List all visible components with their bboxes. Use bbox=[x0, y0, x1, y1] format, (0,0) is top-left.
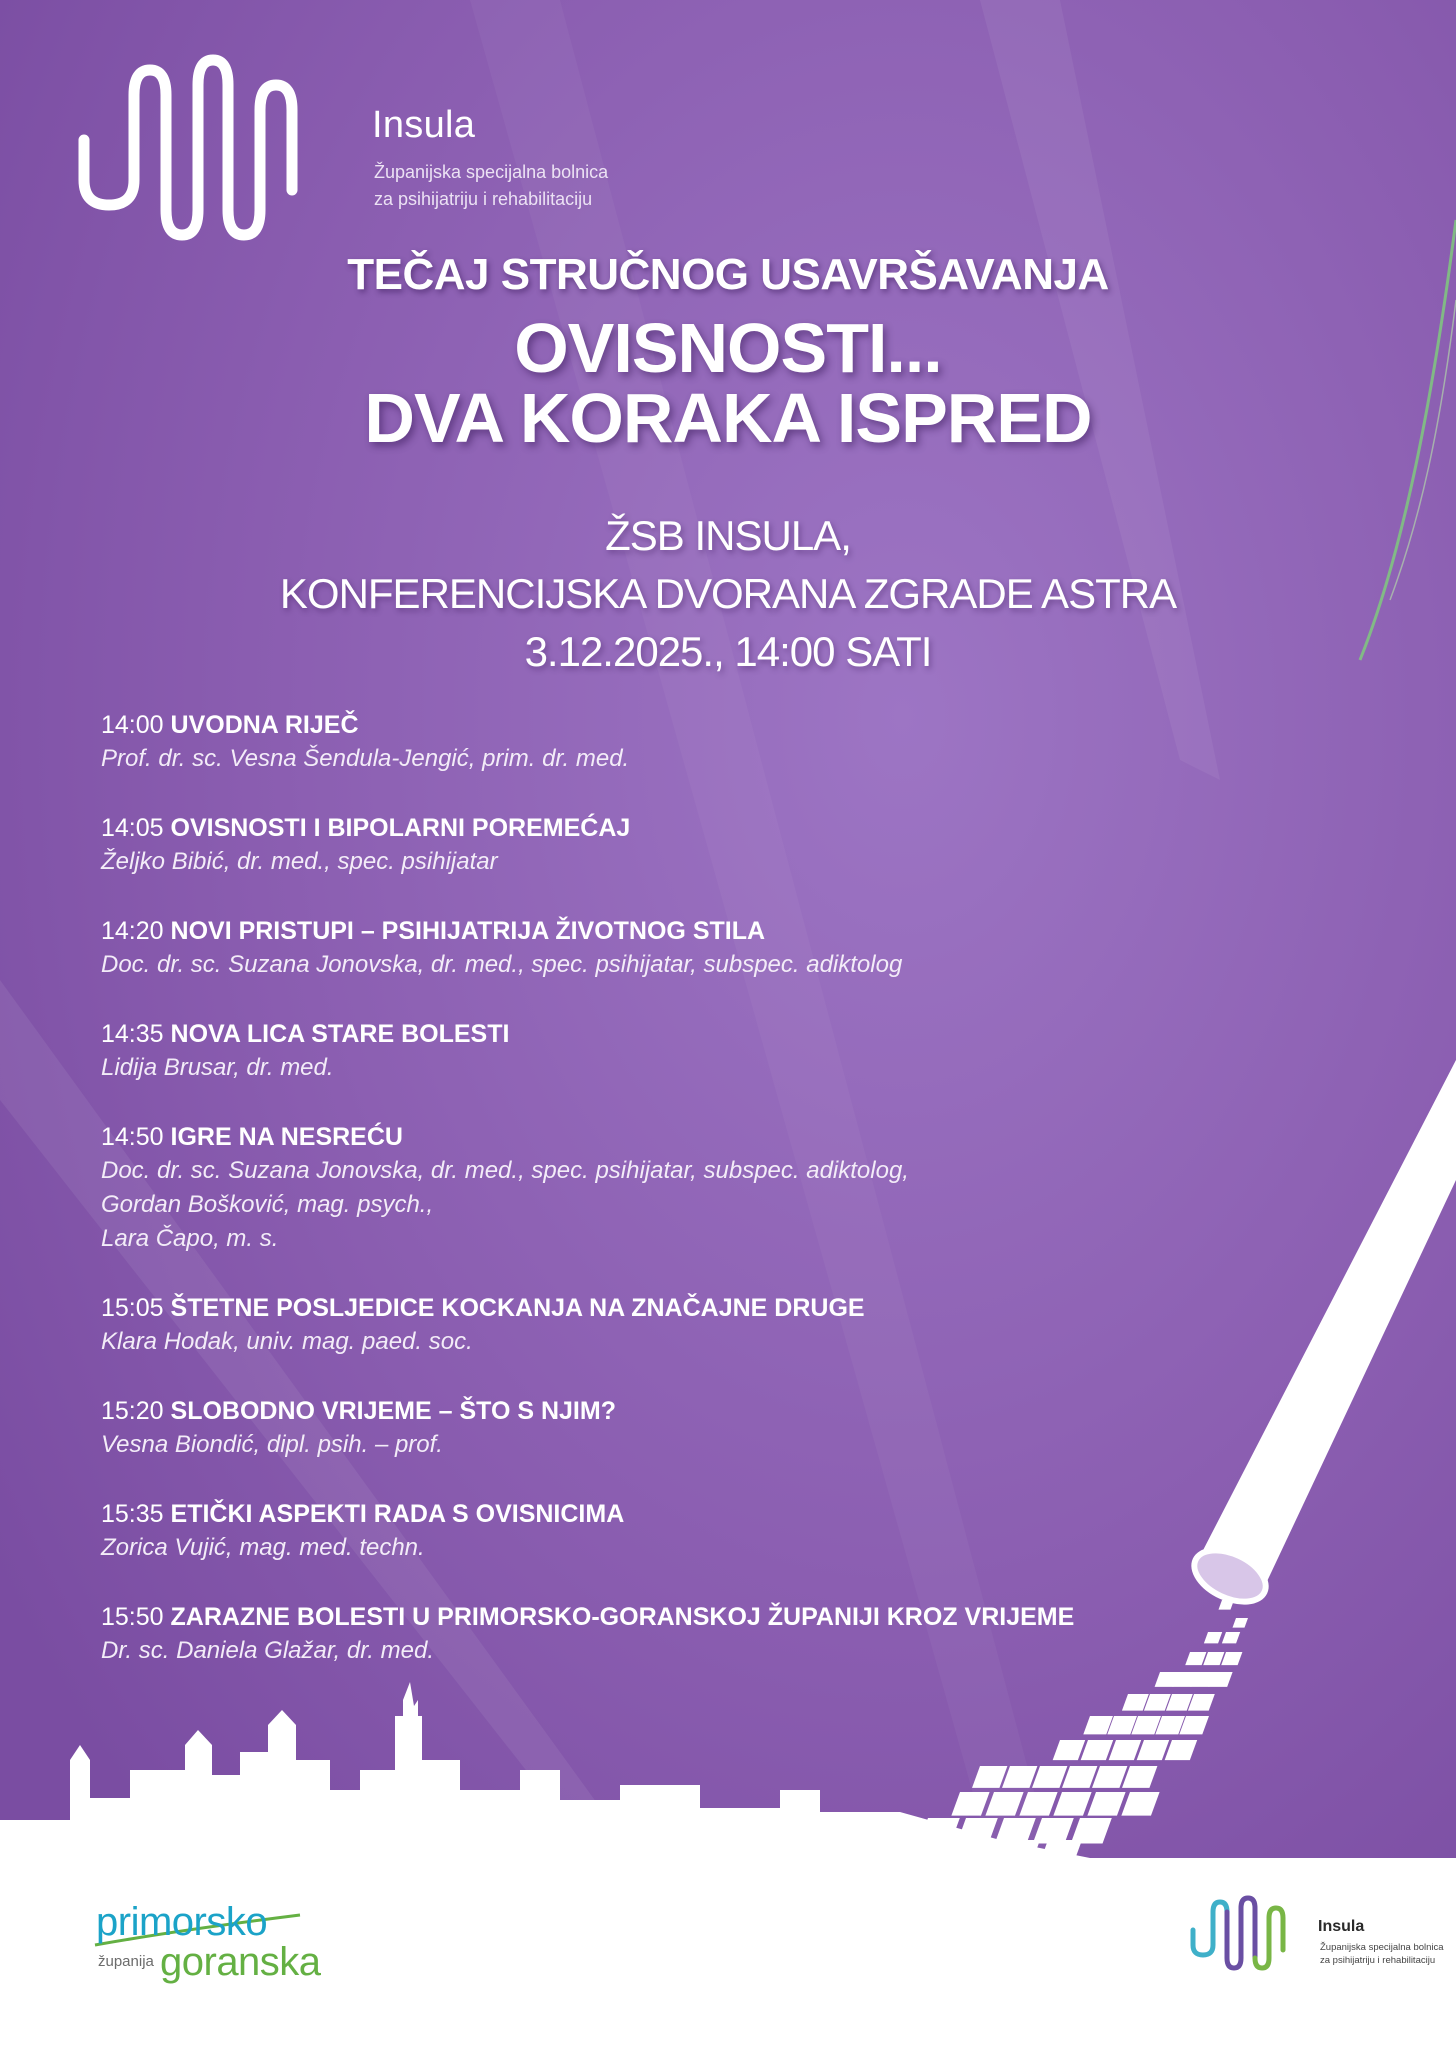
program-item-speaker: Lara Čapo, m. s. bbox=[101, 1225, 279, 1252]
program-item-speaker: Prof. dr. sc. Vesna Šendula-Jengić, prim. dr. med. bbox=[101, 745, 630, 772]
program-item-speaker: Lidija Brusar, dr. med. bbox=[101, 1054, 334, 1081]
program-item-heading bbox=[101, 811, 1201, 845]
program-item-time: 14:50 bbox=[101, 1123, 164, 1151]
program-item-heading bbox=[101, 914, 1201, 948]
footer-org-subtitle: Županijska specijalna bolnica bbox=[1320, 1942, 1444, 1953]
venue-hall: KONFERENCIJSKA DVORANA ZGRADE ASTRA bbox=[279, 570, 1177, 617]
program-item-time: 15:35 bbox=[101, 1500, 164, 1528]
main-title: DVA KORAKA ISPRED bbox=[364, 379, 1092, 457]
program-item-heading bbox=[101, 1017, 1201, 1051]
program-item-speaker: Željko Bibić, dr. med., spec. psihijatar bbox=[101, 848, 498, 875]
program-item-heading bbox=[101, 1394, 1201, 1428]
program-item-title: UVODNA RIJEČ bbox=[170, 711, 359, 739]
program-item-time: 15:20 bbox=[101, 1397, 164, 1425]
program-item-time: 14:35 bbox=[101, 1020, 164, 1048]
program-item-title: ETIČKI ASPEKTI RADA S OVISNICIMA bbox=[170, 1500, 625, 1528]
header-org-subtitle: za psihijatriju i rehabilitaciju bbox=[374, 189, 593, 209]
program-item-speaker: Klara Hodak, univ. mag. paed. soc. bbox=[101, 1328, 473, 1355]
program-item-heading bbox=[101, 1600, 1201, 1634]
county-logo-label: županija bbox=[98, 1953, 154, 1970]
program-item-time: 15:05 bbox=[101, 1294, 164, 1322]
program-item-speaker: Gordan Bošković, mag. psych., bbox=[101, 1191, 434, 1218]
program-item bbox=[101, 1017, 1201, 1085]
program-item bbox=[101, 1497, 1201, 1565]
program-item-heading bbox=[101, 1497, 1201, 1531]
event-date-time: 3.12.2025., 14:00 SATI bbox=[524, 628, 932, 675]
program-item-title: ZARAZNE BOLESTI U PRIMORSKO-GORANSKOJ ŽUPANIJI KROZ VRIJEME bbox=[170, 1603, 1075, 1631]
program-item bbox=[101, 1394, 1201, 1462]
program-item-title: IGRE NA NESREĆU bbox=[170, 1123, 403, 1151]
program-item-time: 15:50 bbox=[101, 1603, 164, 1631]
program-item bbox=[101, 914, 1201, 982]
program-item-time: 14:00 bbox=[101, 711, 164, 739]
footer-org-subtitle: za psihijatriju i rehabilitaciju bbox=[1320, 1955, 1436, 1966]
program-item bbox=[101, 1600, 1201, 1668]
program-item bbox=[101, 1291, 1201, 1359]
program-item-time: 14:20 bbox=[101, 917, 164, 945]
course-kicker-title: TEČAJ STRUČNOG USAVRŠAVANJA bbox=[347, 250, 1109, 299]
program-item bbox=[101, 708, 1201, 776]
header-org-subtitle: Županijska specijalna bolnica bbox=[374, 162, 609, 182]
header-org-name: Insula bbox=[372, 104, 476, 146]
main-title: OVISNOSTI... bbox=[514, 309, 942, 387]
program-item-title: ŠTETNE POSLJEDICE KOCKANJA NA ZNAČAJNE DRUGE bbox=[170, 1294, 865, 1322]
program-item-speaker: Dr. sc. Daniela Glažar, dr. med. bbox=[101, 1637, 434, 1664]
program-item-speaker: Doc. dr. sc. Suzana Jonovska, dr. med., spec. psihijatar, subspec. adiktolog bbox=[101, 951, 903, 978]
program-item-heading bbox=[101, 1291, 1201, 1325]
program-item-speaker: Vesna Biondić, dipl. psih. – prof. bbox=[101, 1431, 443, 1458]
program-item bbox=[101, 811, 1201, 879]
footer-org-name: Insula bbox=[1318, 1918, 1365, 1935]
program-item bbox=[101, 1120, 1201, 1256]
program-item-speaker: Zorica Vujić, mag. med. techn. bbox=[101, 1534, 425, 1561]
program-item-time: 14:05 bbox=[101, 814, 164, 842]
program-list bbox=[101, 708, 1201, 1703]
venue-name: ŽSB INSULA, bbox=[605, 512, 851, 559]
program-item-title: NOVA LICA STARE BOLESTI bbox=[170, 1020, 510, 1048]
program-item-speaker: Doc. dr. sc. Suzana Jonovska, dr. med., spec. psihijatar, subspec. adiktolog, bbox=[101, 1157, 909, 1184]
program-item-heading bbox=[101, 1120, 1201, 1154]
program-item-title: SLOBODNO VRIJEME – ŠTO S NJIM? bbox=[170, 1397, 616, 1425]
program-item-title: OVISNOSTI I BIPOLARNI POREMEĆAJ bbox=[170, 814, 631, 842]
program-item-heading bbox=[101, 708, 1201, 742]
program-item-title: NOVI PRISTUPI – PSIHIJATRIJA ŽIVOTNOG STILA bbox=[170, 917, 766, 945]
county-logo-text: goranska bbox=[160, 1940, 321, 1984]
county-logo-text: primorsko bbox=[96, 1900, 268, 1944]
